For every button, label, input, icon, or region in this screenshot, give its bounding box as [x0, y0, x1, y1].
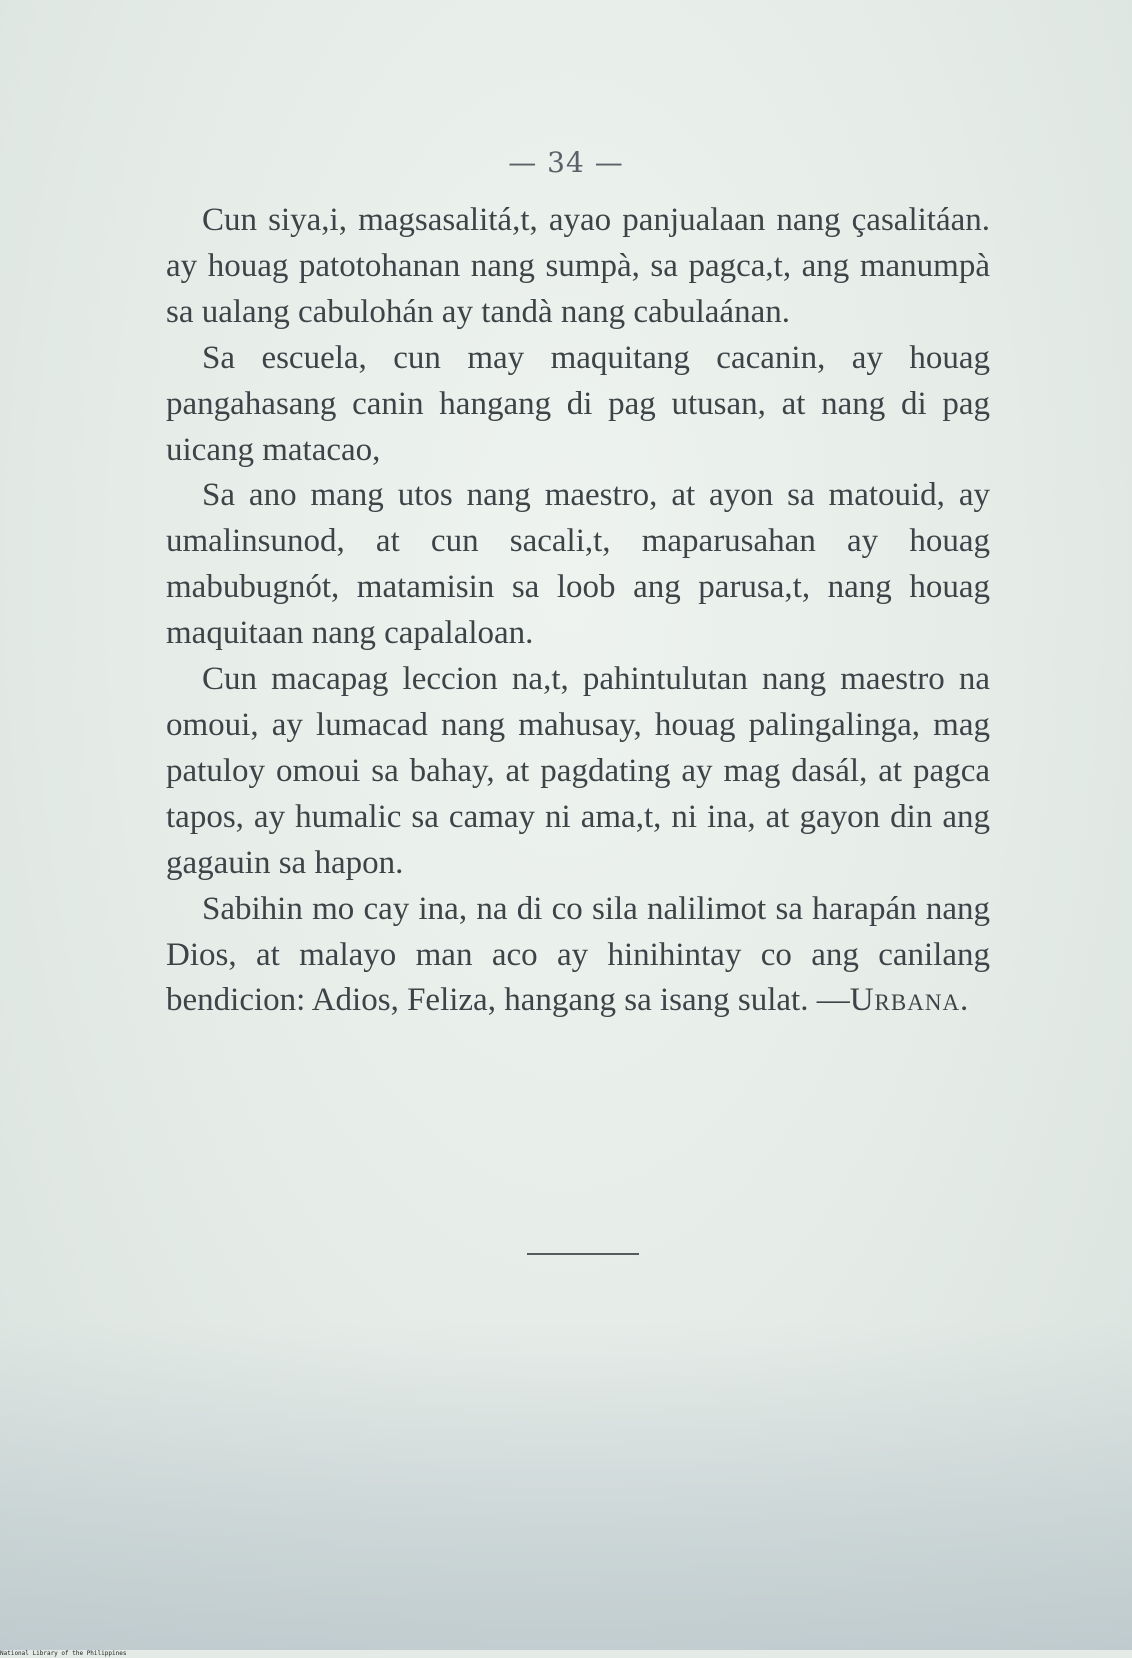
section-rule	[527, 1253, 639, 1255]
footer-credit: National Library of the Philippines	[0, 1650, 127, 1657]
closing-text: Sabihin mo cay ina, na di co sila nalilimot sa harapán nang Dios, at malayo man aco ay hinihintay co ang canilang bendicion: Adios, Feliza, hangang sa isang sulat. —	[166, 890, 990, 1019]
page-number: — 34 —	[508, 146, 624, 179]
paragraph-1: Cun siya,i, magsasalitá,t, ayao panjualaan nang çasalitáan. ay houag patotohanan nang sumpà, sa pagca,t, ang manumpà sa ualang cabulohán ay tandà nang cabulaánan.	[166, 202, 990, 330]
body-text	[166, 198, 990, 1024]
paragraph-3: Sa ano mang utos nang maestro, at ayon sa matouid, ay umalinsunod, at cun sacali,t, maparusahan ay houag mabubugnót, matamisin sa loob ang parusa,t, nang houag maquitaan nang capalaloan.	[166, 477, 990, 652]
paragraph-4: Cun macapag leccion na,t, pahintulutan nang maestro na omoui, ay lumacad nang mahusay, houag palingalinga, mag patuloy omoui sa bahay, at pagdating ay mag dasál, at pagca tapos, ay humalic sa camay ni ama,t, ni ina, at gayon din ang gagauin sa hapon.	[166, 661, 990, 881]
paragraph-2: Sa escuela, cun may maquitang cacanin, ay houag pangahasang canin hangang di pag utusan, at nang di pag uicang matacao,	[166, 339, 990, 468]
paragraph-5	[166, 887, 990, 1025]
signature: Urbana.	[849, 982, 970, 1019]
